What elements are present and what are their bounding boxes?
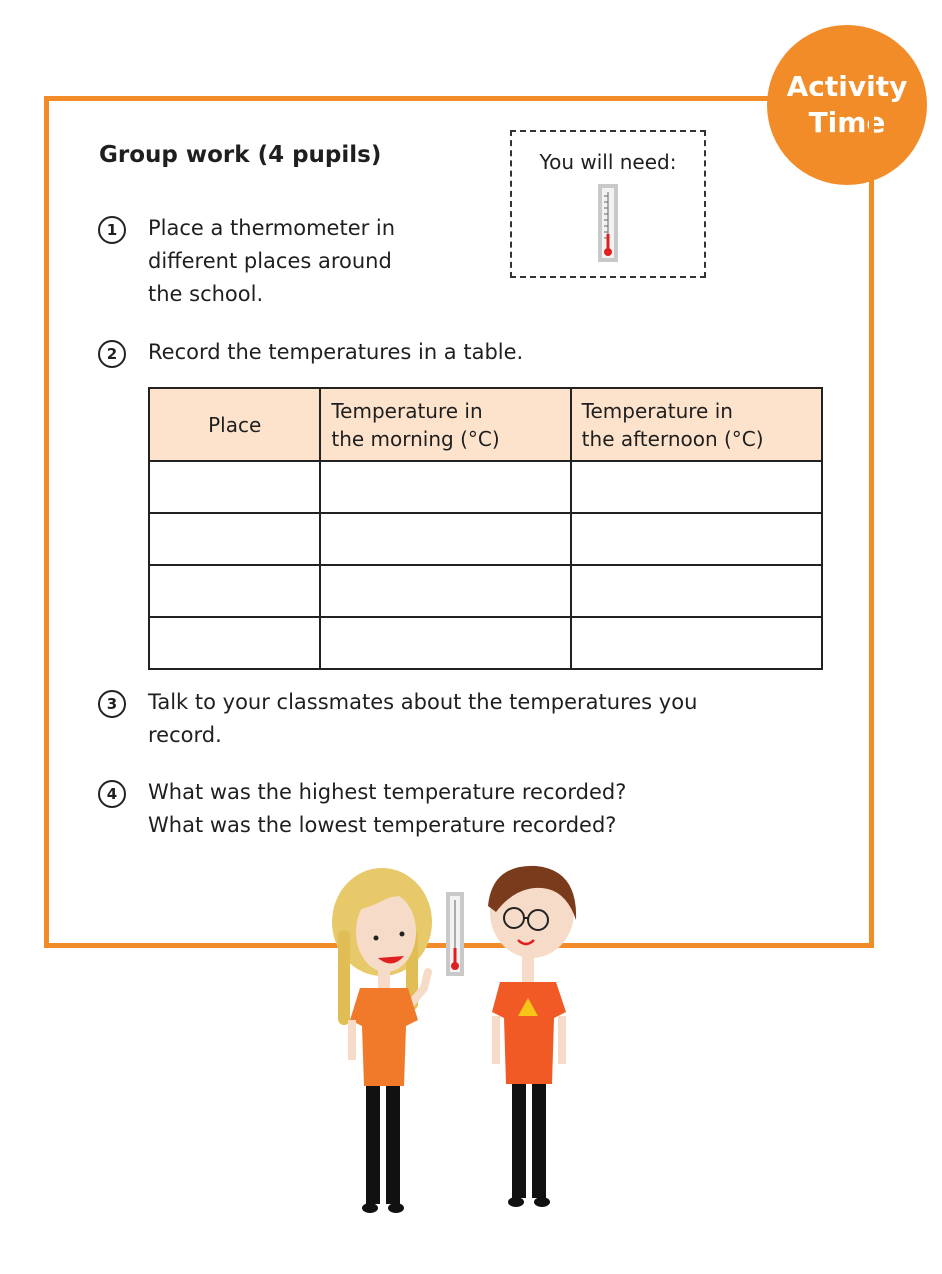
table-cell[interactable] [149,461,320,513]
thermometer-icon [446,892,464,976]
table-row [149,461,822,513]
step-4-number: 4 [98,780,126,808]
step-3-line: record. [148,723,222,747]
badge-line-1: Activity [786,70,908,103]
header-place: Place [149,388,320,461]
table-cell[interactable] [320,617,570,669]
table-cell[interactable] [149,513,320,565]
table-cell[interactable] [320,565,570,617]
table-cell[interactable] [149,617,320,669]
step-3-number: 3 [98,690,126,718]
step-1-line: different places around [148,249,392,273]
table-row [149,617,822,669]
boy-figure [488,866,576,1207]
step-4-line: What was the lowest temperature recorded? [148,813,617,837]
badge-line-2: Time [808,106,886,139]
step-3-line: Talk to your classmates about the temperatures you [148,690,698,714]
header-morning: Temperature in the morning (°C) [320,388,570,461]
table-cell[interactable] [320,513,570,565]
table-header-row [149,388,822,461]
step-4-line: What was the highest temperature recorded? [148,780,627,804]
you-will-need-box [510,130,706,278]
thermometer-icon [598,184,618,262]
table-cell[interactable] [571,617,822,669]
table-cell[interactable] [149,565,320,617]
children-illustration [320,860,580,1225]
step-2-text [148,336,523,369]
table-row [149,565,822,617]
step-1-line: Place a thermometer in [148,216,396,240]
step-1-text [148,212,395,311]
header-afternoon: Temperature in the afternoon (°C) [571,388,822,461]
temperature-table [148,387,823,670]
table-row [149,513,822,565]
you-will-need-label: You will need: [539,150,677,174]
step-4-text [148,776,626,842]
table-cell[interactable] [571,461,822,513]
page-title: Group work (4 pupils) [99,142,382,168]
table-cell[interactable] [571,565,822,617]
step-1-number: 1 [98,216,126,244]
table-cell[interactable] [320,461,570,513]
table-cell[interactable] [571,513,822,565]
step-3-text [148,686,697,752]
girl-figure [332,868,432,1213]
step-2-number: 2 [98,340,126,368]
step-2-line: Record the temperatures in a table. [148,340,524,364]
step-1-line: the school. [148,282,264,306]
